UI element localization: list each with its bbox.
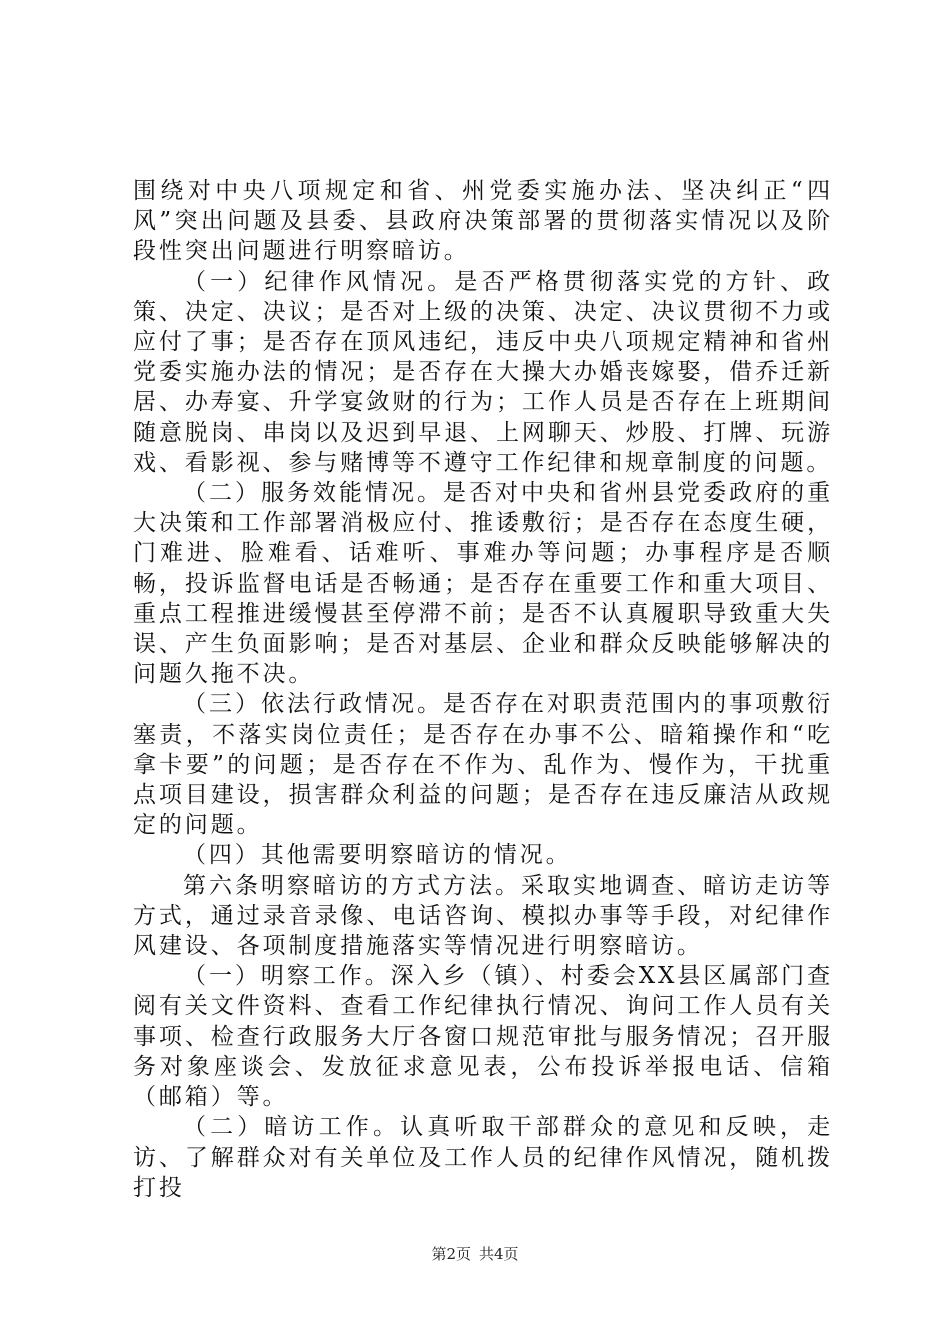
- page-total: 共4页: [479, 1245, 519, 1263]
- paragraph-intro: 围绕对中央八项规定和省、州党委实施办法、坚决纠正“四风”突出问题及县委、县政府决策部署的贯彻落实情况以及阶段性突出问题进行明察暗访。: [133, 178, 833, 265]
- paragraph-article-six: 第六条明察暗访的方式方法。采取实地调查、暗访走访等方式，通过录音录像、电话咨询、模拟办事等手段，对纪律作风建设、各项制度措施落实等情况进行明察暗访。: [133, 872, 833, 960]
- paragraph-covert-inspection: （二）暗访工作。认真听取干部群众的意见和反映，走访、了解群众对有关单位及工作人员的纪律作风情况，随机拨打投: [133, 1114, 833, 1201]
- paragraph-open-inspection: （一）明察工作。深入乡（镇）、村委会XX县区属部门查阅有关文件资料、查看工作纪律执行情况、询问工作人员有关事项、检查行政服务大厅各窗口规范审批与服务情况；召开服务对象座谈会、发放征求意见表，公布投诉举报电话、信箱（邮箱）等。: [133, 963, 833, 1111]
- paragraph-discipline-style: （一）纪律作风情况。是否严格贯彻落实党的方针、政策、决定、决议；是否对上级的决策、决定、决议贯彻不力或应付了事；是否存在顶风违纪，违反中央八项规定精神和省州党委实施办法的情况；是否存在大操大办婚丧嫁娶，借乔迁新居、办寿宴、升学宴敛财的行为；工作人员是否存在上班期间随意脱岗、串岗以及迟到早退、上网聊天、炒股、打牌、玩游戏、看影视、参与赌博等不遵守工作纪律和规章制度的问题。: [133, 268, 833, 476]
- paragraph-lawful-administration: （三）依法行政情况。是否存在对职责范围内的事项敷衍塞责，不落实岗位责任；是否存在办事不公、暗箱操作和“吃拿卡要”的问题；是否存在不作为、乱作为、慢作为，干扰重点项目建设，损害群众利益的问题；是否存在违反廉洁从政规定的问题。: [133, 691, 833, 839]
- page-footer: [0, 1244, 950, 1264]
- paragraph-other-situations: （四）其他需要明察暗访的情况。: [183, 842, 572, 869]
- document-body: [133, 176, 833, 1203]
- paragraph-service-efficiency: （二）服务效能情况。是否对中央和省州县党委政府的重大决策和工作部署消极应付、推诿敷衍；是否存在态度生硬，门难进、脸难看、话难听、事难办等问题；办事程序是否顺畅，投诉监督电话是否畅通；是否存在重要工作和重大项目、重点工程推进缓慢甚至停滞不前；是否不认真履职导致重大失误、产生负面影响；是否对基层、企业和群众反映能够解决的问题久拖不决。: [133, 480, 833, 688]
- page-number: 第2页: [431, 1245, 471, 1263]
